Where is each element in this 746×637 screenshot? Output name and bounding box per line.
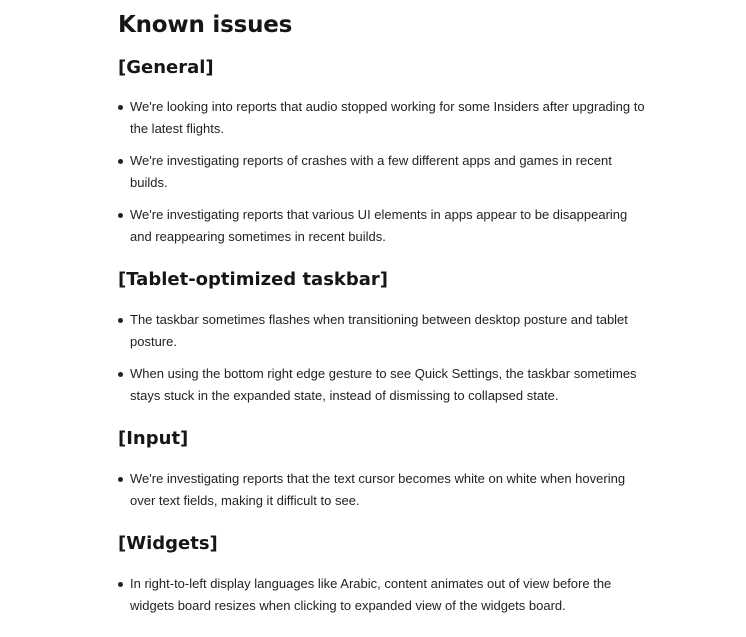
list-item-text: We're investigating reports of crashes with a few different apps and games in recent builds. bbox=[130, 153, 612, 190]
list-item bbox=[118, 204, 648, 248]
bullet-icon bbox=[118, 477, 123, 482]
list-item bbox=[118, 150, 648, 194]
list-item bbox=[118, 96, 648, 140]
list-item-text: In right-to-left display languages like Arabic, content animates out of view before the widgets board resizes when clicking to expanded view of the widgets board. bbox=[130, 576, 612, 613]
bullet-icon bbox=[118, 213, 123, 218]
section-heading-general: [General] bbox=[118, 57, 214, 78]
bullet-icon bbox=[118, 105, 123, 110]
bullet-icon bbox=[118, 372, 123, 377]
list-item bbox=[118, 363, 648, 407]
issue-list-widgets bbox=[118, 573, 648, 617]
page-title: Known issues bbox=[118, 12, 293, 38]
list-item-text: We're investigating reports that various UI elements in apps appear to be disappearing and reappearing sometimes in recent builds. bbox=[130, 207, 628, 244]
article-content bbox=[118, 0, 648, 617]
bullet-icon bbox=[118, 582, 123, 587]
list-item bbox=[118, 573, 648, 617]
list-item bbox=[118, 309, 648, 353]
issue-list-general bbox=[118, 96, 648, 248]
issue-list-input bbox=[118, 468, 648, 512]
bullet-icon bbox=[118, 159, 123, 164]
bullet-icon bbox=[118, 318, 123, 323]
section-heading-widgets: [Widgets] bbox=[118, 533, 218, 554]
issue-list-tablet-taskbar bbox=[118, 309, 648, 407]
list-item bbox=[118, 468, 648, 512]
list-item-text: When using the bottom right edge gesture to see Quick Settings, the taskbar sometimes stays stuck in the expanded state, instead of dismissing to collapsed state. bbox=[130, 366, 637, 403]
list-item-text: We're investigating reports that the text cursor becomes white on white when hovering over text fields, making it difficult to see. bbox=[130, 471, 626, 508]
list-item-text: The taskbar sometimes flashes when transitioning between desktop posture and tablet posture. bbox=[130, 312, 628, 349]
list-item-text: We're looking into reports that audio stopped working for some Insiders after upgrading to the latest flights. bbox=[130, 99, 645, 136]
section-heading-input: [Input] bbox=[118, 428, 189, 449]
section-heading-tablet-taskbar: [Tablet-optimized taskbar] bbox=[118, 269, 389, 290]
